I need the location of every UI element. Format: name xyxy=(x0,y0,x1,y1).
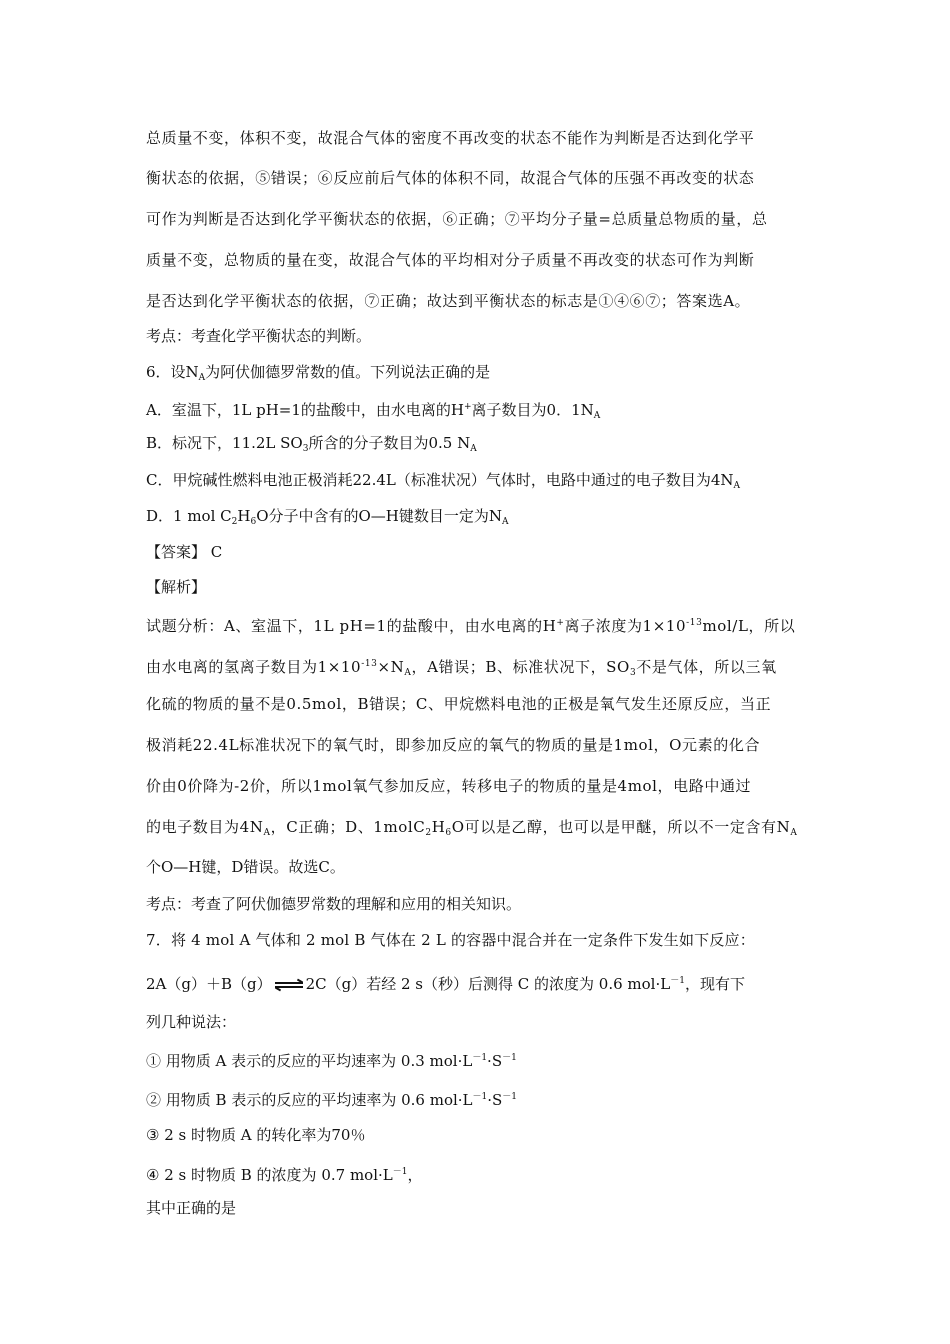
analysis-line: 试题分析：A、室温下，1L pH=1的盐酸中，由水电离的H+离子浓度为$1\times 10^{-13}mol/L$，所以 xyxy=(146,617,796,635)
statement-2: ② 用物质 B 表示的反应的平均速率为 0.6 $mol\cdot L^{-1}\cdot S^{-1}$ xyxy=(146,1091,518,1109)
paragraph-line: 可作为判断是否达到化学平衡状态的依据，⑥正确；⑦平均分子量=总质量总物质的量，总 xyxy=(146,210,768,228)
analysis-line: 价由0价降为-2价，所以1mol氧气参加反应，转移电子的物质的量是4mol，电路中通过 xyxy=(146,777,752,795)
analysis-line: 极消耗22.4L标准状况下的氧气时，即参加反应的氧气的物质的量是1mol，O元素的化合 xyxy=(146,736,761,754)
kaodian-note: 考点：考查化学平衡状态的判断。 xyxy=(146,327,372,345)
analysis-line: 的电子数目为$4N_A$，C正确；D、$1molC_2H_6O$可以是乙醇，也可以是甲醚，所以不一定含有$N_A$ xyxy=(146,818,798,838)
paragraph-line: 总质量不变，体积不变，故混合气体的密度不再改变的状态不能作为判断是否达到化学平 xyxy=(146,129,755,147)
paragraph-line: 是否达到化学平衡状态的依据，⑦正确；故达到平衡状态的标志是①④⑥⑦；答案选A。 xyxy=(146,292,751,310)
kaodian-note: 考点：考查了阿伏伽德罗常数的理解和应用的相关知识。 xyxy=(146,895,522,913)
analysis-label: 【解析】 xyxy=(146,578,207,596)
option-c: C．甲烷碱性燃料电池正极消耗22.4L（标准状况）气体时，电路中通过的电子数目为$4N_A$ xyxy=(146,471,741,491)
statement-4: ④ 2 s 时物质 B 的浓度为 0.7 $mol\cdot L^{-1}$， xyxy=(146,1166,423,1184)
statement-3: ③ 2 s 时物质 A 的转化率为70％ xyxy=(146,1126,366,1144)
analysis-line: 个O—H键，D错误。故选C。 xyxy=(146,858,345,876)
question-7-prompt: 其中正确的是 xyxy=(146,1199,237,1217)
paragraph-line: 衡状态的依据，⑤错误；⑥反应前后气体的体积不同，故混合气体的压强不再改变的状态 xyxy=(146,169,755,187)
equilibrium-arrow-icon xyxy=(275,979,303,991)
option-b: B．标况下，11.2L $SO_3$所含的分子数目为0.5 $N_A$ xyxy=(146,434,477,454)
answer-label: 【答案】 C xyxy=(146,543,223,561)
question-7-equation-line: 2A（g）＋B（g） 2C（g）若经 2 s（秒）后测得 C 的浓度为 0.6 $mol\cdot L^{-1}$，现有下 xyxy=(146,975,745,993)
question-6-stem: 6．设$N_A$为阿伏伽德罗常数的值。下列说法正确的是 xyxy=(146,363,491,383)
question-7-stem-end: 列几种说法： xyxy=(146,1013,237,1031)
option-a: A．室温下，1L pH=1的盐酸中，由水电离的H+离子数目为0．$1N_A$ xyxy=(146,401,601,421)
question-7-stem: 7．将 4 mol A 气体和 2 mol B 气体在 2 L 的容器中混合并在一定条件下发生如下反应： xyxy=(146,931,755,949)
option-d: D．1 mol $C_2H_6O$分子中含有的O—H键数目一定为$N_A$ xyxy=(146,507,509,527)
statement-1: ① 用物质 A 表示的反应的平均速率为 0.3 $mol\cdot L^{-1}\cdot S^{-1}$ xyxy=(146,1052,517,1070)
analysis-line: 由水电离的氢离子数目为$1\times 10^{-13}\times N_A$，A错误；B、标准状况下，$SO_3$不是气体，所以三氧 xyxy=(146,658,777,678)
paragraph-line: 质量不变，总物质的量在变，故混合气体的平均相对分子质量不再改变的状态可作为判断 xyxy=(146,251,755,269)
analysis-line: 化硫的物质的量不是0.5mol，B错误；C、甲烷燃料电池的正极是氧气发生还原反应，当正 xyxy=(146,695,772,713)
